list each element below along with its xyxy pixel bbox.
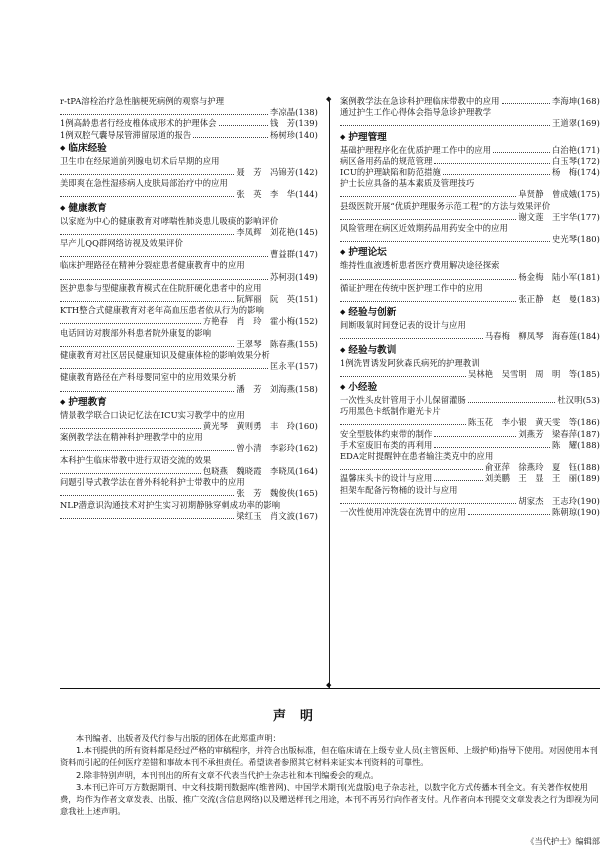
- author-page: 李海坤(168): [551, 96, 600, 106]
- author-page: 陈 耀(188): [551, 439, 600, 450]
- section-heading: [60, 202, 318, 215]
- toc-entry-meta: [60, 384, 318, 395]
- toc-entry-meta: [60, 421, 318, 432]
- author-page: 王道翠(169): [551, 118, 600, 129]
- section-divider: [60, 688, 600, 689]
- leader-dots: [60, 517, 234, 519]
- author-page: 阮辉丽 阮 英(151): [236, 294, 318, 305]
- article-title: 通过护生工作心得体会指导急诊护理教学: [340, 107, 492, 118]
- leader-dots: [60, 345, 234, 347]
- author-page: 包晓燕 魏晓霞 李晓凤(164): [202, 465, 318, 476]
- toc-entry-meta: [60, 316, 318, 327]
- section-bullet-icon: ◆: [340, 132, 346, 141]
- author-page: 曹益群(147): [269, 249, 318, 260]
- divider-diamond-bottom: ◆: [326, 681, 332, 689]
- author-page: 白治艳(171): [551, 144, 600, 155]
- section-heading-label: 临床经验: [68, 142, 107, 154]
- toc-entry: [60, 283, 318, 305]
- article-title: 巧用黑色卡纸制作避光卡片: [340, 406, 441, 417]
- leader-dots: [60, 472, 201, 474]
- article-title: ICU的护理缺陷和防范措施: [340, 167, 441, 178]
- leader-dots: [60, 255, 268, 257]
- author-page: 钱 芳(139): [269, 118, 318, 129]
- author-page: 黄光琴 黄则勇 丰 玲(160): [202, 421, 318, 432]
- leader-dots: [443, 173, 550, 175]
- section-bullet-icon: ◆: [60, 203, 66, 212]
- toc-entry-meta: [340, 462, 600, 473]
- toc-entry: [60, 328, 318, 350]
- section-heading-label: 小经验: [348, 382, 378, 394]
- section-bullet-icon: ◆: [60, 397, 66, 406]
- article-title: 病区备用药品的规范管理: [340, 155, 433, 166]
- article-title: 一次性使用冲洗袋在洗胃中的应用: [340, 507, 466, 518]
- toc-entry-meta: [60, 249, 318, 260]
- leader-dots: [340, 502, 516, 504]
- leader-dots: [193, 136, 268, 138]
- article-title: 一次性头皮针管用于小儿保留灌肠: [340, 395, 466, 406]
- article-title: 护士长应具备的基本素质及管理技巧: [340, 178, 475, 189]
- leader-dots: [468, 401, 555, 403]
- toc-entry: [340, 320, 600, 342]
- toc-entry-meta: [60, 294, 318, 305]
- toc-entry-meta: [60, 361, 318, 372]
- section-heading: [340, 306, 600, 319]
- section-heading-label: 护理管理: [348, 131, 387, 143]
- author-page: 杨 梅(174): [551, 167, 600, 178]
- toc-entry-meta: [340, 212, 600, 223]
- author-page: 胡家杰 王志玲(190): [518, 495, 600, 506]
- author-page: 吴林艳 吴雪明 周 明 等(185): [468, 368, 600, 379]
- article-title: 手术室废旧布类的再利用: [340, 439, 433, 450]
- leader-dots: [60, 173, 234, 175]
- leader-dots: [60, 449, 234, 451]
- leader-dots: [60, 195, 234, 197]
- author-page: 聂 芳 冯锦芳(142): [236, 167, 318, 178]
- toc-entry: [60, 410, 318, 432]
- toc-entry-meta: [60, 466, 318, 477]
- toc-entry-meta: [60, 167, 318, 178]
- section-heading: [340, 246, 600, 259]
- leader-dots: [340, 124, 550, 126]
- author-page: 李凤辉 刘花艳(145): [236, 226, 318, 237]
- toc-entry-line: [60, 130, 318, 141]
- toc-entry: [60, 216, 318, 238]
- toc-entry-meta: [340, 496, 600, 507]
- leader-dots: [60, 233, 234, 235]
- leader-dots: [468, 513, 550, 515]
- section-bullet-icon: ◆: [340, 308, 346, 317]
- toc-entry-meta: [340, 272, 600, 283]
- author-page: 史光琴(180): [551, 234, 600, 245]
- article-title: 案例教学法在精神科护理教学中的应用: [60, 432, 203, 443]
- author-page: 杜汉明(53): [557, 395, 600, 406]
- toc-entry-meta: [60, 443, 318, 454]
- article-title: 以家庭为中心的健康教育对哮喘性肺炎患儿吸痰的影响评价: [60, 215, 279, 226]
- author-page: 潘 芳 刘海燕(158): [236, 383, 318, 394]
- toc-entry: [60, 130, 318, 141]
- article-title: NLP潜意识沟通技术对护生实习初期静脉穿刺成功率的影响: [60, 499, 281, 510]
- leader-dots: [340, 423, 466, 425]
- author-page: 张 英 李 华(144): [236, 189, 318, 200]
- article-title: 案例教学法在急诊科护理临床带教中的应用: [340, 96, 500, 106]
- article-title: 担架车配备污物桶的设计与应用: [340, 484, 458, 495]
- leader-dots: [60, 494, 234, 496]
- author-page: 陈朝琼(190): [551, 507, 600, 518]
- author-page: 张正静 赵 曼(183): [518, 294, 600, 305]
- article-title: 1例洗胃诱发阿狄森氏病死的护理教训: [340, 357, 480, 368]
- toc-entry: [340, 167, 600, 178]
- section-bullet-icon: ◆: [340, 383, 346, 392]
- declaration-item: 3.本刊已许可万方数据期刊、中文科技期刊数据库(维普网)、中国学术期刊(光盘版)电子杂志社，以数字化方式传播本刊全文。有关著作权使用费，均作为作者文章发表、出版、推广交流(含信息网络)以及赠送样刊之用途，本刊不再另行向作者支付。凡作者向本刊提交文章发表之行为即视为同意我社上述声明。: [60, 781, 599, 817]
- editorial-signature: 《当代护士》编辑部: [526, 836, 600, 846]
- article-title: 问题引导式教学法在普外科轮科护士带教中的应用: [60, 477, 245, 488]
- section-heading: [60, 396, 318, 409]
- article-title: 健康教育对社区居民健康知识及健康体检的影响效果分析: [60, 350, 270, 361]
- toc-entry: [60, 455, 318, 477]
- toc-entry: [340, 145, 600, 156]
- toc-entry-meta: [60, 511, 318, 522]
- author-page: 俞亚萍 徐燕玲 夏 钰(188): [484, 462, 600, 473]
- toc-entry: [60, 432, 318, 454]
- section-bullet-icon: ◆: [60, 143, 66, 152]
- leader-dots: [60, 427, 201, 429]
- leader-dots: [340, 240, 550, 242]
- toc-entry-meta: [340, 234, 600, 245]
- toc-entry: [60, 178, 318, 200]
- toc-entry-meta: [60, 227, 318, 238]
- toc-entry-line: [340, 473, 600, 484]
- leader-dots: [340, 195, 516, 197]
- article-title: 本科护生临床带教中进行双语交流的效果: [60, 454, 212, 465]
- article-title: 循证护理在传统中医护理工作中的应用: [340, 282, 483, 293]
- toc-entry: [340, 260, 600, 282]
- author-page: 方艳春 肖 玲 霍小梅(152): [202, 316, 318, 327]
- toc-entry-line: [340, 156, 600, 167]
- author-page: 杨树珍(140): [269, 129, 318, 140]
- leader-dots: [434, 479, 482, 481]
- leader-dots: [340, 300, 516, 302]
- toc-entry-line: [340, 145, 600, 156]
- toc-entry-line: [340, 167, 600, 178]
- article-title: 1例双腔气囊导尿管滞留尿道的报告: [60, 129, 192, 140]
- declaration-body: [60, 732, 600, 817]
- toc-right-column: [340, 96, 600, 518]
- declaration-item: 2.除非特别声明，本刊刊出的所有文章不代表当代护士杂志社和本刊编委会的观点。: [76, 769, 379, 780]
- toc-entry-meta: [60, 107, 318, 118]
- article-title: 安全型肢体约束带的制作: [340, 428, 433, 439]
- toc-entry: [340, 406, 600, 428]
- toc-entry: [340, 429, 600, 440]
- author-page: 白玉琴(172): [551, 155, 600, 166]
- section-heading-label: 健康教育: [68, 202, 107, 214]
- toc-entry-meta: [340, 369, 600, 380]
- leader-dots: [340, 375, 466, 377]
- toc-entry: [60, 238, 318, 260]
- article-title: 情景教学联合口诀记忆法在ICU实习教学中的应用: [60, 409, 245, 420]
- toc-entry-line: [340, 429, 600, 440]
- toc-entry: [60, 372, 318, 394]
- article-title: 风险管理在病区近效期药品用药安全中的应用: [340, 223, 508, 234]
- toc-entry: [340, 156, 600, 167]
- article-title: 卫生巾在经尿道前列腺电切术后早期的应用: [60, 155, 220, 166]
- leader-dots: [219, 124, 268, 126]
- author-page: 苏柯羽(149): [269, 271, 318, 282]
- toc-left-column: [60, 96, 318, 522]
- article-title: 温馨床头卡的设计与应用: [340, 473, 433, 484]
- toc-entry-meta: [340, 118, 600, 129]
- toc-entry: [340, 223, 600, 245]
- toc-entry-meta: [340, 189, 600, 200]
- declaration-item: 1.本刊提供的所有资料都是经过严格的审稿程序，并符合出版标准，但在临床请在上级专业人员(主管医师、上级护师)指导下使用。对因使用本刊资料而引起的任何医疗差错和事故本刊不承担责任。希望读者参照其它材料来证实本刊资料的可靠性。: [60, 745, 598, 768]
- toc-entry: [60, 260, 318, 282]
- leader-dots: [434, 162, 550, 164]
- toc-entry-meta: [60, 272, 318, 283]
- toc-entry: [340, 358, 600, 380]
- toc-entry: [340, 107, 600, 129]
- leader-dots: [340, 468, 483, 470]
- toc-entry-line: [340, 440, 600, 451]
- author-page: 刘燕芳 梁春萍(187): [518, 428, 600, 439]
- section-bullet-icon: ◆: [340, 345, 346, 354]
- author-page: 谢文莲 王宇华(177): [518, 211, 600, 222]
- leader-dots: [60, 367, 268, 369]
- leader-dots: [434, 446, 550, 448]
- toc-entry: [340, 178, 600, 200]
- leader-dots: [340, 218, 516, 220]
- section-heading-label: 经验与教训: [348, 344, 397, 356]
- article-title: EDA定时提醒钟在患者输注类克中的应用: [340, 451, 494, 462]
- article-title: 县级医院开展“优质护理服务示范工程”的方法与效果评价: [340, 200, 551, 211]
- toc-entry-meta: [340, 417, 600, 428]
- toc-entry: [60, 350, 318, 372]
- section-heading-label: 护理论坛: [348, 247, 387, 259]
- toc-entry-meta: [340, 294, 600, 305]
- leader-dots: [60, 322, 201, 324]
- toc-entry: [60, 500, 318, 522]
- toc-entry: [340, 96, 600, 107]
- declaration-intro: 本刊编者、出版者及代行参与出版的团体在此郑重声明：: [76, 733, 281, 743]
- article-title: r-tPA溶栓治疗急性脑梗死病例的观察与护理: [60, 96, 225, 106]
- article-title: 电话回访对腹部外科患者院外康复的影响: [60, 327, 212, 338]
- toc-entry: [340, 283, 600, 305]
- author-page: 梁红玉 肖文波(167): [236, 510, 318, 521]
- toc-entry: [340, 473, 600, 484]
- toc-entry-meta: [340, 331, 600, 342]
- author-page: 刘美鹏 王 显 王 丽(189): [484, 473, 600, 484]
- toc-entry-line: [340, 507, 600, 518]
- section-heading: [340, 131, 600, 144]
- section-heading-label: 护理教育: [68, 396, 107, 408]
- leader-dots: [60, 278, 268, 280]
- article-title: 间断吸氧时间登记表的设计与应用: [340, 320, 466, 331]
- author-page: 杨金梅 陆小军(181): [518, 271, 600, 282]
- leader-dots: [340, 278, 516, 280]
- toc-entry: [340, 395, 600, 406]
- section-heading-label: 经验与创新: [348, 307, 397, 319]
- toc-entry: [340, 440, 600, 451]
- toc-entry: [340, 507, 600, 518]
- author-page: 李凉晶(138): [269, 107, 318, 118]
- author-page: 曾小清 李彩玲(162): [236, 443, 318, 454]
- toc-entry: [60, 477, 318, 499]
- toc-entry: [340, 485, 600, 507]
- article-title: 健康教育路径在产科母婴同室中的应用效果分析: [60, 372, 237, 383]
- toc-entry-line: [340, 96, 600, 107]
- toc-entry: [60, 118, 318, 129]
- toc-entry: [60, 305, 318, 327]
- article-title: 1例高龄患者行经皮椎体成形术的护理体会: [60, 118, 217, 129]
- article-title: 临床护理路径在精神分裂症患者健康教育中的应用: [60, 260, 245, 271]
- toc-entry-line: [60, 118, 318, 129]
- author-page: 匡永平(157): [269, 361, 318, 372]
- toc-entry-meta: [60, 339, 318, 350]
- article-title: 美即爽在急性湿疹病人皮肤局部治疗中的应用: [60, 178, 228, 189]
- author-page: 张 芳 魏俊侠(165): [236, 488, 318, 499]
- section-heading: [60, 142, 318, 155]
- leader-dots: [502, 102, 550, 104]
- author-page: 阜贤静 曾成娥(175): [518, 189, 600, 200]
- author-page: 马春梅 柳凤琴 海春莲(184): [484, 331, 600, 342]
- toc-entry: [60, 96, 318, 118]
- leader-dots: [60, 300, 234, 302]
- article-title: 医护患参与型健康教育模式在住院肝硬化患者中的应用: [60, 282, 262, 293]
- leader-dots: [60, 390, 234, 392]
- divider-diamond-top: ◆: [326, 95, 332, 103]
- section-heading: [340, 381, 600, 394]
- article-title: 维持性血液透析患者医疗费用解决途径探索: [340, 260, 500, 271]
- column-divider: [329, 98, 330, 688]
- section-heading: [340, 344, 600, 357]
- leader-dots: [340, 337, 483, 339]
- leader-dots: [434, 435, 516, 437]
- toc-entry-line: [340, 395, 600, 406]
- article-title: 基础护理程序化在优质护理工作中的应用: [340, 144, 492, 155]
- leader-dots: [60, 113, 268, 115]
- toc-entry: [60, 156, 318, 178]
- article-title: KTH整合式健康教育对老年高血压患者依从行为的影响: [60, 305, 265, 316]
- author-page: 王翠琴 陈春燕(155): [236, 338, 318, 349]
- author-page: 陈玉花 李小银 黄天雯 等(186): [468, 417, 600, 428]
- toc-entry: [340, 451, 600, 473]
- article-title: 早产儿QQ群网络访视及效果评价: [60, 238, 183, 249]
- section-bullet-icon: ◆: [340, 248, 346, 257]
- leader-dots: [493, 151, 550, 153]
- toc-entry-meta: [60, 189, 318, 200]
- toc-entry: [340, 201, 600, 223]
- toc-entry-meta: [60, 488, 318, 499]
- declaration-title: 声明: [272, 709, 327, 724]
